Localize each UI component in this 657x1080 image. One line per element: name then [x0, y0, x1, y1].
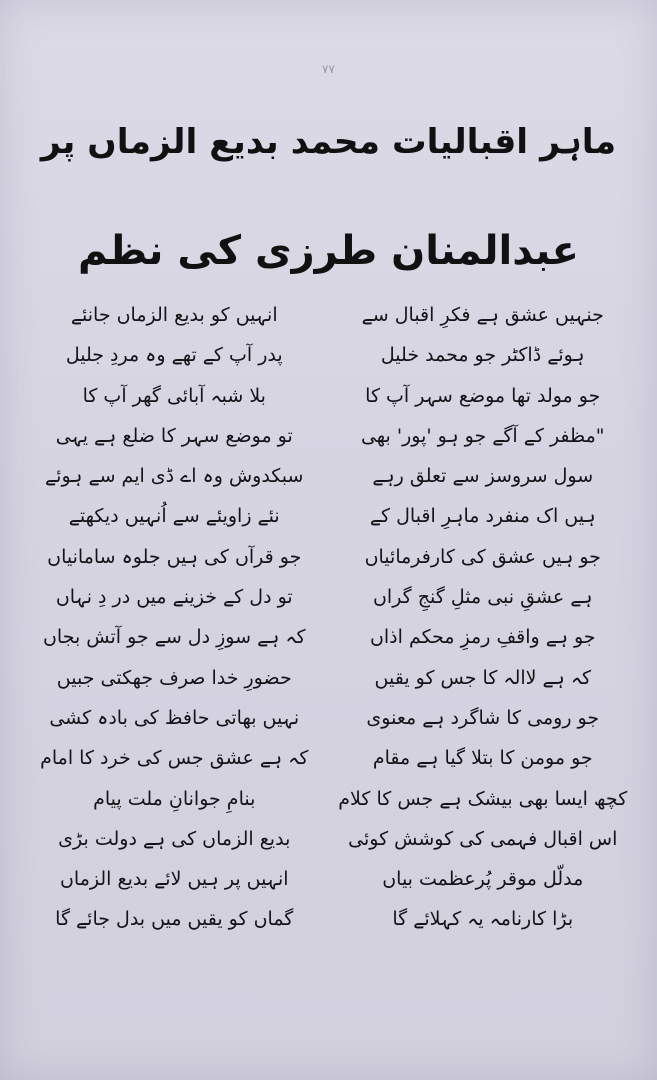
poem-column-left [20, 295, 329, 975]
verse-line: جو رومی کا شاگرد ہے معنوی [366, 706, 600, 729]
verse-line: حضورِ خدا صرف جھکتی جبیں [56, 666, 292, 689]
verse-line: بڑا کارنامہ یہ کہلائے گا [392, 908, 574, 931]
verse-line: بنامِ جوانانِ ملت پیام [93, 787, 256, 810]
verse-line: تو موضع سہر کا ضلع ہے یہی [55, 424, 293, 447]
poem-heading-line-1: ماہر اقبالیات محمد بدیع الزماں پر [40, 122, 617, 162]
verse-line: جو مومن کا بتلا گیا ہے مقام [372, 747, 593, 770]
verse-line: "مظفر کے آگے جو ہو 'پور' بھی [360, 424, 605, 447]
poem-heading-line-2: عبدالمنان طرزی کی نظم [78, 228, 579, 274]
verse-line: انہیں کو بدیع الزماں جانئے [70, 304, 278, 326]
verse-line: جو ہے واقفِ رمزِ محکم اذاں [369, 626, 596, 649]
verse-line: سول سروسز سے تعلق رہے [372, 465, 594, 488]
verse-line: جو مولد تھا موضع سہر آپ کا [365, 384, 601, 407]
verse-line: نئے زاویئے سے اُنہیں دیکھتے [68, 505, 280, 528]
verse-line: بدیع الزماں کی ہے دولت بڑی [58, 827, 291, 850]
verse-line: بلا شبہ آبائی گھر آپ کا [82, 384, 266, 407]
verse-line: جنہیں عشق ہے فکرِ اقبال سے [361, 304, 604, 326]
verse-line: اس اقبال فہمی کی کوشش کوئی [348, 827, 618, 850]
verse-line: سبکدوش وہ اے ڈی ایم سے ہوئے [45, 465, 304, 488]
verse-line: کچھ ایسا بھی بیشک ہے جس کا کلام [338, 787, 628, 810]
verse-line: انہیں پر ہیں لائے بدیع الزماں [59, 868, 289, 891]
poem-column-right [329, 295, 638, 975]
verse-line: کہ ہے لاالہ کا جس کو یقیں [374, 666, 591, 689]
poem-body [20, 295, 637, 975]
verse-line: کہ ہے عشق جس کی خرد کا امام [40, 747, 309, 770]
verse-line: جو قرآں کی ہیں جلوہ سامانیاں [47, 545, 302, 568]
verse-line: گماں کو یقیں میں بدل جائے گا [55, 908, 294, 931]
page-number: ۷۷ [322, 62, 335, 76]
verse-line: پدر آپ کے تھے وہ مردِ جلیل [65, 344, 283, 367]
verse-line: تو دل کے خزینے میں در دِ نہاں [55, 586, 293, 609]
verse-line: ہوئے ڈاکٹر جو محمد خلیل [380, 344, 585, 367]
verse-line: کہ ہے سوزِ دل سے جو آتش بجاں [42, 626, 306, 649]
verse-line: مدلّل موقر پُرعظمت بیاں [382, 868, 584, 891]
verse-line: ہیں اک منفرد ماہرِ اقبال کے [369, 505, 596, 528]
verse-line: ہے عشقِ نبی مثلِ گنجِ گراں [372, 586, 593, 609]
verse-line: جو ہیں عشق کی کارفرمائیاں [364, 545, 601, 568]
verse-line: نہیں بھاتی حافظ کی بادہ کشی [49, 706, 300, 729]
